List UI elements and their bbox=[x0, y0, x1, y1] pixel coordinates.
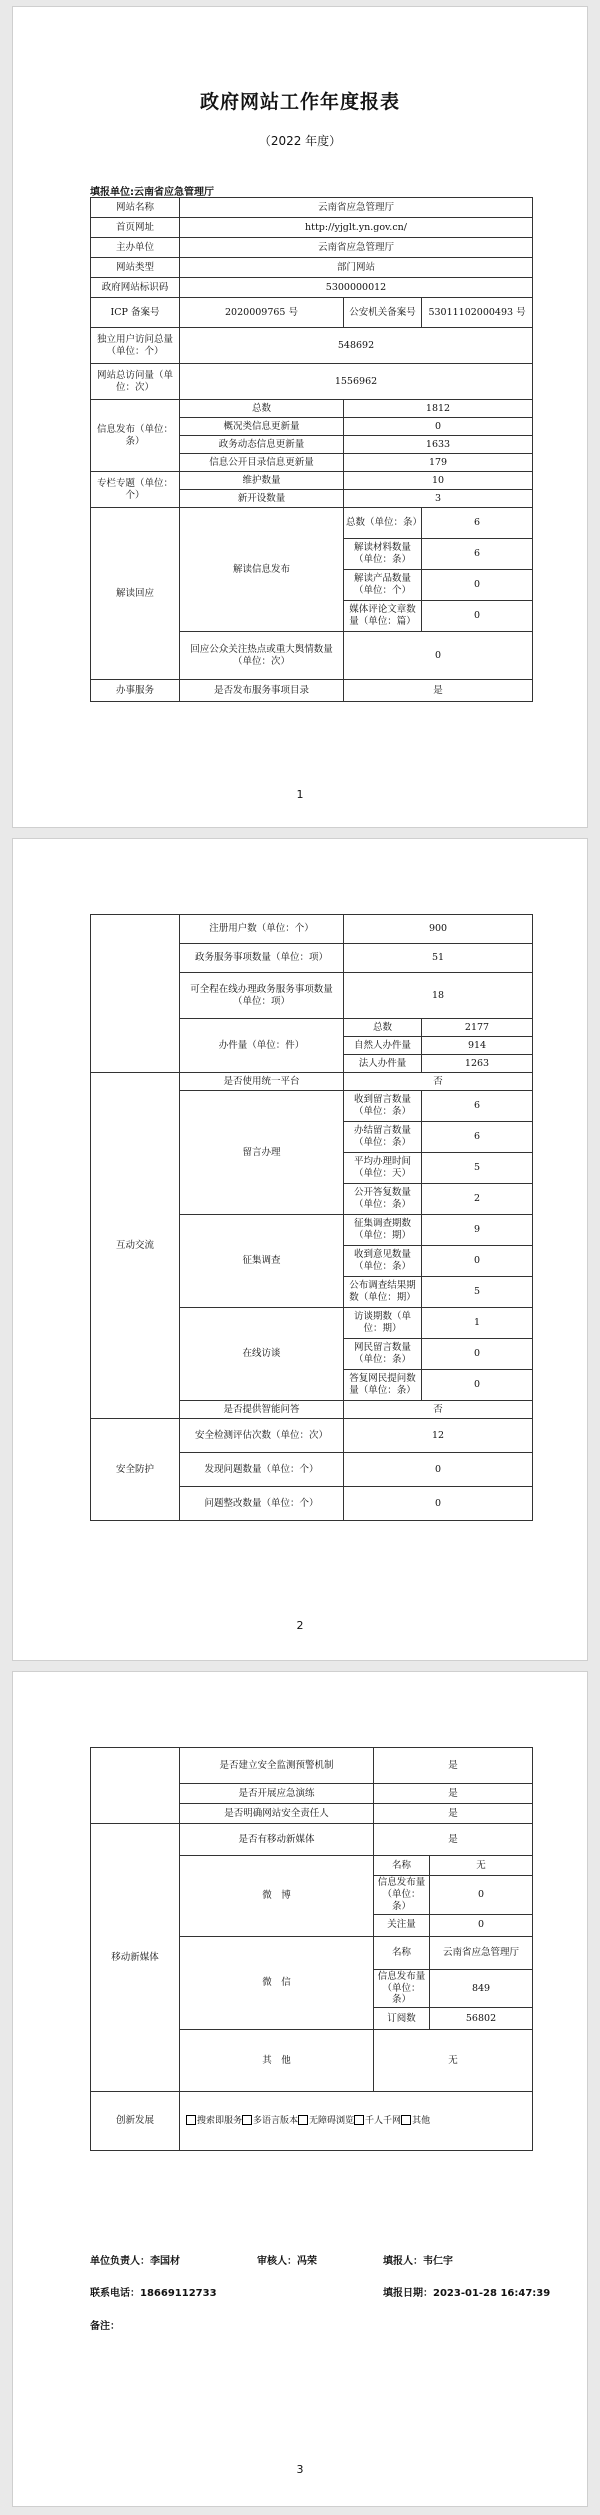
table-row: 平均办理时间（单位：天） 5 bbox=[91, 1153, 533, 1184]
table-row: 办事服务 是否发布服务事项目录 是 bbox=[91, 680, 533, 702]
table-row: 留言办理 收到留言数量（单位：条） 6 bbox=[91, 1091, 533, 1122]
table-row: 公开答复数量（单位：条） 2 bbox=[91, 1184, 533, 1215]
table-row: 微 博 名称 无 bbox=[91, 1856, 533, 1876]
table-row: 媒体评论文章数量（单位：篇） 0 bbox=[91, 601, 533, 632]
option-other[interactable]: 其他 bbox=[401, 2116, 430, 2126]
table-row: 安全防护 安全检测评估次数（单位：次） 12 bbox=[91, 1419, 533, 1453]
checkbox-icon[interactable] bbox=[298, 2115, 308, 2125]
table-row: 是否开展应急演练 是 bbox=[91, 1784, 533, 1804]
table-row: 信息发布量（单位：条） 849 bbox=[91, 1969, 533, 2008]
filing-unit: 填报单位:云南省应急管理厅 bbox=[90, 187, 214, 198]
table-row: 网民留言数量（单位：条） 0 bbox=[91, 1339, 533, 1370]
report-table-3 bbox=[90, 1747, 533, 2151]
table-row: 注册用户数（单位：个） 900 bbox=[91, 915, 533, 944]
table-row: 办结留言数量（单位：条） 6 bbox=[91, 1122, 533, 1153]
site-code: 5300000012 bbox=[180, 278, 533, 298]
table-row: 答复网民提问数量（单位：条） 0 bbox=[91, 1370, 533, 1401]
table-row: 网站类型 部门网站 bbox=[91, 258, 533, 278]
checkbox-icon[interactable] bbox=[242, 2115, 252, 2125]
unique-visitors: 548692 bbox=[180, 328, 533, 364]
page-views: 1556962 bbox=[180, 364, 533, 400]
contact-phone: 联系电话：18669112733 bbox=[90, 2288, 217, 2299]
table-row: 政府网站标识码 5300000012 bbox=[91, 278, 533, 298]
table-row: 信息发布量（单位：条） 0 bbox=[91, 1876, 533, 1915]
table-row: 自然人办件量 914 bbox=[91, 1037, 533, 1055]
table-row: 收到意见数量（单位：条） 0 bbox=[91, 1246, 533, 1277]
option-multilang[interactable]: 多语言版本 bbox=[242, 2116, 298, 2126]
table-row: 创新发展 搜索即服务 多语言版本 无障碍浏览 千人千网 其他 bbox=[91, 2092, 533, 2151]
table-row: 回应公众关注热点或重大舆情数量（单位：次） 0 bbox=[91, 632, 533, 680]
table-row: 关注量 0 bbox=[91, 1914, 533, 1936]
table-row: 在线访谈 访谈期数（单位：期） 1 bbox=[91, 1308, 533, 1339]
table-row: 概况类信息更新量 0 bbox=[91, 418, 533, 436]
sponsor: 云南省应急管理厅 bbox=[180, 238, 533, 258]
police-number: 53011102000493 号 bbox=[422, 298, 533, 328]
table-row: 首页网址 http://yjglt.yn.gov.cn/ bbox=[91, 218, 533, 238]
table-row: ICP 备案号 2020009765 号 公安机关备案号 53011102000493 号 bbox=[91, 298, 533, 328]
table-row: 发现问题数量（单位：个） 0 bbox=[91, 1453, 533, 1487]
table-row: 解读材料数量（单位：条） 6 bbox=[91, 539, 533, 570]
table-row: 其 他 无 bbox=[91, 2030, 533, 2092]
table-row: 政务动态信息更新量 1633 bbox=[91, 436, 533, 454]
table-row: 移动新媒体 是否有移动新媒体 是 bbox=[91, 1824, 533, 1856]
report-page-3 bbox=[12, 1671, 588, 2507]
page-number: 2 bbox=[296, 1619, 304, 1632]
table-row: 公布调查结果期数（单位：期） 5 bbox=[91, 1277, 533, 1308]
pub-total: 1812 bbox=[344, 400, 533, 418]
page-number: 3 bbox=[296, 2463, 304, 2476]
reviewer: 审核人：冯荣 bbox=[257, 2256, 317, 2267]
website-name: 云南省应急管理厅 bbox=[180, 198, 533, 218]
report-page-1 bbox=[12, 6, 588, 828]
table-row: 信息发布（单位：条） 总数 1812 bbox=[91, 400, 533, 418]
table-row: 订阅数 56802 bbox=[91, 2008, 533, 2030]
option-accessible[interactable]: 无障碍浏览 bbox=[298, 2116, 354, 2126]
table-row: 解读回应 解读信息发布 总数（单位：条） 6 bbox=[91, 508, 533, 539]
option-search[interactable]: 搜索即服务 bbox=[186, 2116, 242, 2126]
table-row: 是否明确网站安全责任人 是 bbox=[91, 1804, 533, 1824]
table-row: 政务服务事项数量（单位：项） 51 bbox=[91, 944, 533, 973]
icp-number: 2020009765 号 bbox=[180, 298, 344, 328]
page-number: 1 bbox=[296, 788, 304, 801]
checkbox-icon[interactable] bbox=[354, 2115, 364, 2125]
table-row: 主办单位 云南省应急管理厅 bbox=[91, 238, 533, 258]
table-row: 可全程在线办理政务服务事项数量（单位：项） 18 bbox=[91, 973, 533, 1019]
home-url: http://yjglt.yn.gov.cn/ bbox=[180, 218, 533, 238]
table-row: 网站名称 云南省应急管理厅 bbox=[91, 198, 533, 218]
table-row: 信息公开目录信息更新量 179 bbox=[91, 454, 533, 472]
website-type: 部门网站 bbox=[180, 258, 533, 278]
filler: 填报人：韦仁宇 bbox=[383, 2256, 453, 2267]
option-personalized[interactable]: 千人千网 bbox=[354, 2116, 401, 2126]
report-year: （2022 年度） bbox=[258, 134, 342, 148]
page-title: 政府网站工作年度报表 bbox=[199, 91, 400, 113]
table-row: 解读产品数量（单位：个） 0 bbox=[91, 570, 533, 601]
unit-head: 单位负责人：李国材 bbox=[90, 2256, 180, 2267]
innovation-options bbox=[180, 2092, 533, 2151]
table-row: 专栏专题（单位：个） 维护数量 10 bbox=[91, 472, 533, 490]
table-row: 是否建立安全监测预警机制 是 bbox=[91, 1748, 533, 1784]
table-row: 微 信 名称 云南省应急管理厅 bbox=[91, 1936, 533, 1969]
report-table-2 bbox=[90, 914, 533, 1521]
filing-date: 填报日期：2023-01-28 16:47:39 bbox=[383, 2288, 551, 2299]
table-row: 新开设数量 3 bbox=[91, 490, 533, 508]
report-page-2 bbox=[12, 838, 588, 1661]
remarks: 备注： bbox=[90, 2321, 120, 2332]
table-row: 互动交流 是否使用统一平台 否 bbox=[91, 1073, 533, 1091]
checkbox-icon[interactable] bbox=[186, 2115, 196, 2125]
table-row: 征集调查 征集调查期数（单位：期） 9 bbox=[91, 1215, 533, 1246]
table-row: 法人办件量 1263 bbox=[91, 1055, 533, 1073]
table-row: 独立用户访问总量（单位：个） 548692 bbox=[91, 328, 533, 364]
table-row: 网站总访问量（单位：次） 1556962 bbox=[91, 364, 533, 400]
table-row: 是否提供智能问答 否 bbox=[91, 1401, 533, 1419]
report-table-1 bbox=[90, 197, 533, 702]
checkbox-icon[interactable] bbox=[401, 2115, 411, 2125]
table-row: 办件量（单位：件） 总数 2177 bbox=[91, 1019, 533, 1037]
table-row: 问题整改数量（单位：个） 0 bbox=[91, 1487, 533, 1521]
